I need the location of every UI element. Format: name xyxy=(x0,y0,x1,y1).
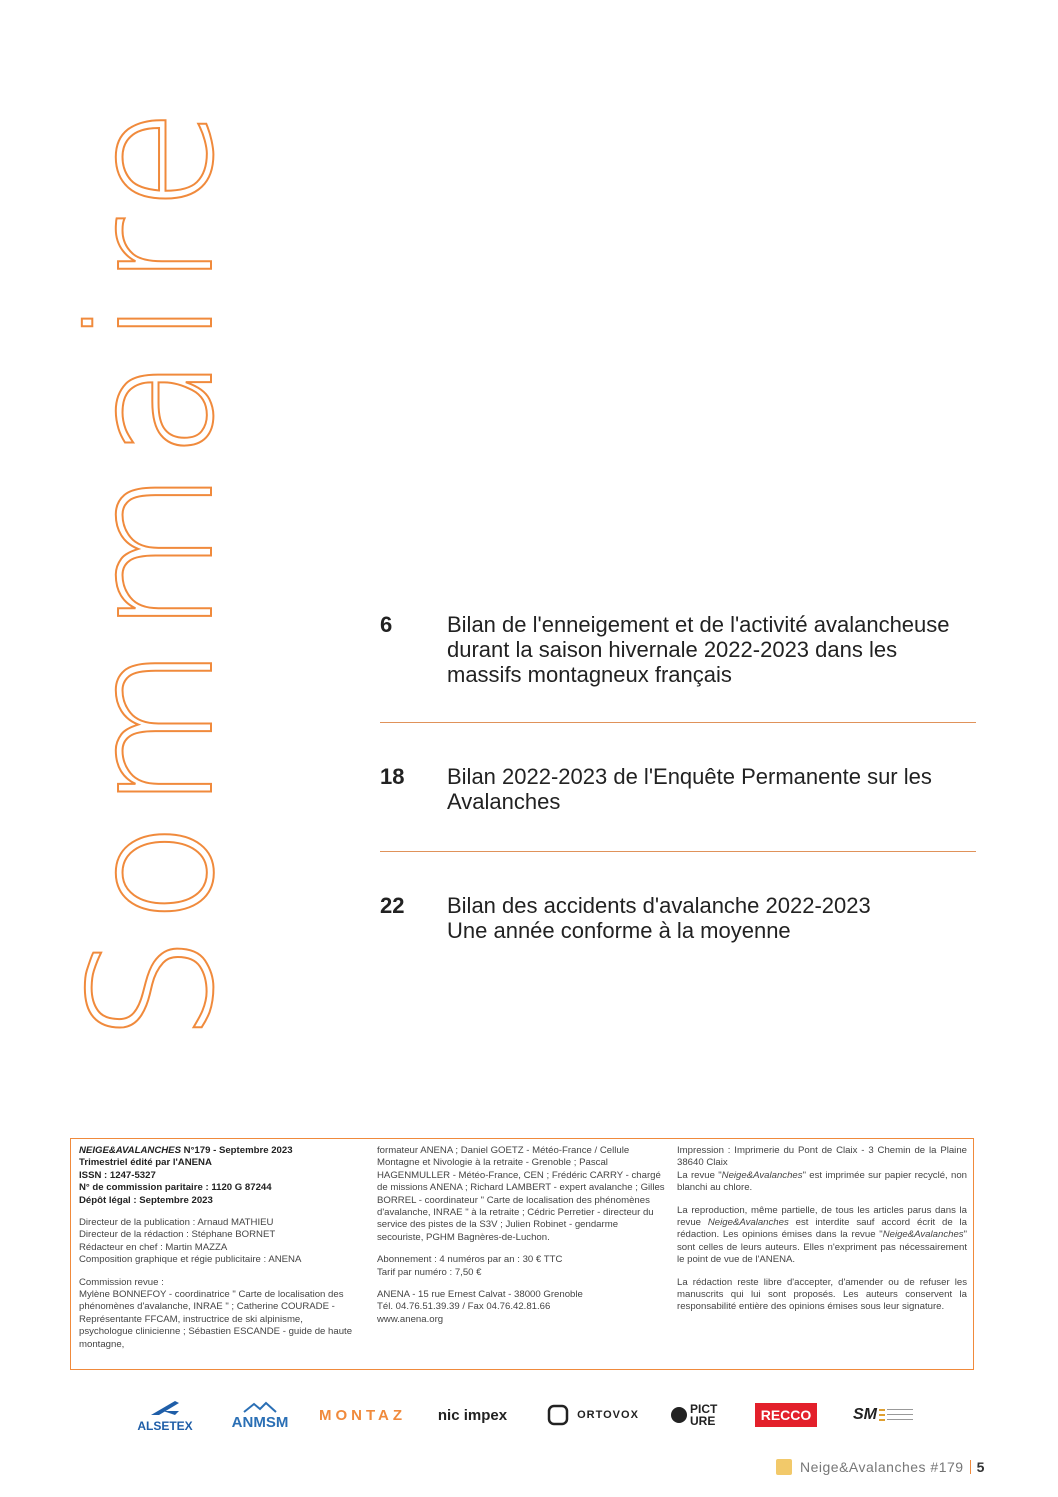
footer-divider xyxy=(970,1460,971,1474)
copyright-notice: La reproduction, même partielle, de tous les articles parus dans la revue Neige&Avalanches est interdite sauf accord écrit de la rédaction. Les opinions émises dans la revue "Neige&Avalanches" sont celles de leurs auteurs. Elles n'expriment pas nécessairement le point de vue de l'ANENA. xyxy=(677,1204,967,1266)
page-footer xyxy=(776,1456,984,1478)
picture-icon xyxy=(670,1405,688,1425)
toc-title-line: Bilan des accidents d'avalanche 2022-2023 xyxy=(447,893,871,918)
paper-info: La revue "Neige&Avalanches" est imprimée sur papier recyclé, non blanchi au chlore. xyxy=(677,1169,968,1194)
toc-title-line: Avalanches xyxy=(447,789,561,814)
toc-title-line: Une année conforme à la moyenne xyxy=(447,918,791,943)
toc-divider xyxy=(380,722,976,723)
nicimpex-logo: nic impex xyxy=(437,1406,508,1424)
toc-title xyxy=(447,893,977,943)
toc-page-number: 22 xyxy=(380,893,405,918)
toc-page-number: 6 xyxy=(380,612,393,637)
issue-price: Tarif par numéro : 7,50 € xyxy=(377,1266,482,1278)
recco-logo: RECCO xyxy=(745,1392,827,1438)
commission-number: N° de commission paritaire : 1120 G 87244 xyxy=(79,1182,272,1194)
toc-divider xyxy=(380,851,976,852)
toc-page-number: 18 xyxy=(380,764,405,789)
page-number: 5 xyxy=(976,1459,985,1475)
picture-logo: PICT URE xyxy=(665,1392,725,1438)
page-title: Sommaire xyxy=(54,97,252,1043)
phone-fax: Tél. 04.76.51.39.39 / Fax 04.76.42.81.66 xyxy=(377,1301,551,1313)
colophon-column-1 xyxy=(79,1145,354,1351)
toc-title-line: durant la saison hivernale 2022-2023 dans les xyxy=(447,637,898,662)
publication-director: Directeur de la publication : Arnaud MATHIEU xyxy=(79,1217,274,1229)
alsetex-icon xyxy=(145,1397,185,1419)
legal-deposit: Dépôt légal : Septembre 2023 xyxy=(79,1194,213,1206)
editorial-director: Directeur de la rédaction : Stéphane BORNET xyxy=(79,1229,276,1241)
toc-title-line: Bilan 2022-2023 de l'Enquête Permanente sur les xyxy=(447,764,932,789)
committee-members-continued: formateur ANENA ; Daniel GOETZ - Météo-France / Cellule Montagne et Nivologie à la retraite - Grenoble ; Pascal HAGENMULLER - Météo-France, CEN ; Frédéric CARRY - chargé de missions ANENA ; Richard LAMBERT - expert avalanche ; Gilles BORREL - coordinateur " Carte de localisation des phénomènes d'avalanche, INRAE " à la retraite ; Cédric Perretier - directeur du service des pistes de la S3V ; Julien Robinet - gendarme secouriste, PGHM Bagnères-de-Luchon. xyxy=(377,1145,665,1243)
title-area xyxy=(54,97,252,1043)
issn: ISSN : 1247-5327 xyxy=(79,1169,156,1181)
footer-magazine: Neige&Avalanches #179 xyxy=(800,1459,964,1475)
toc-title-line: Bilan de l'enneigement et de l'activité avalancheuse xyxy=(447,612,950,637)
sponsor-logos xyxy=(120,1392,940,1442)
editor-in-chief: Rédacteur en chef : Martin MAZZA xyxy=(79,1241,228,1253)
anmsm-logo: ANMSM xyxy=(220,1392,300,1438)
alsetex-logo: ALSETEX xyxy=(130,1392,200,1438)
committee-members: Mylène BONNEFOY - coordinatrice " Carte de localisation des phénomènes d'avalanche, INRAE " ; Catherine COURADE - Représentante FFCAM, instructrice de ski alpinisme, psychologue clinicienne ; Sébastien ESCANDE - guide de haute montagne, xyxy=(79,1289,353,1350)
colophon-column-3 xyxy=(677,1145,967,1314)
issue-info: N°179 - Septembre 2023 xyxy=(180,1145,293,1156)
montaz-logo: MONTAZ xyxy=(318,1406,407,1424)
anmsm-icon xyxy=(240,1400,280,1414)
publication-name: NEIGE&AVALANCHES xyxy=(79,1145,181,1156)
editorial-policy: La rédaction reste libre d'accepter, d'amender ou de refuser les manuscrits qui lui sont proposés. Les auteurs conservent la responsabilité entière des opinions émises sous leur signature. xyxy=(677,1276,967,1313)
graphic-design: Composition graphique et régie publicitaire : ANENA xyxy=(79,1254,302,1266)
committee-heading: Commission revue : xyxy=(79,1276,164,1288)
sm-stripes-icon xyxy=(877,1407,917,1423)
colophon-column-2 xyxy=(377,1145,665,1326)
toc-title-line: massifs montagneux français xyxy=(447,662,732,687)
subscription-price: Abonnement : 4 numéros par an : 30 € TTC xyxy=(377,1254,563,1266)
toc-title xyxy=(447,612,977,687)
periodicity: Trimestriel édité par l'ANENA xyxy=(79,1157,212,1169)
printer-info: Impression : Imprimerie du Pont de Claix - 3 Chemin de la Plaine 38640 Claix xyxy=(677,1145,967,1169)
magazine-icon xyxy=(776,1459,792,1475)
address: ANENA - 15 rue Ernest Calvat - 38000 Grenoble xyxy=(377,1289,583,1301)
ortovox-icon xyxy=(547,1404,569,1426)
sm-logo: SM xyxy=(845,1392,925,1438)
website-link[interactable]: www.anena.org xyxy=(377,1313,444,1325)
toc-title xyxy=(447,764,977,814)
colophon-box xyxy=(70,1138,974,1370)
ortovox-logo: ORTOVOX xyxy=(538,1392,648,1438)
